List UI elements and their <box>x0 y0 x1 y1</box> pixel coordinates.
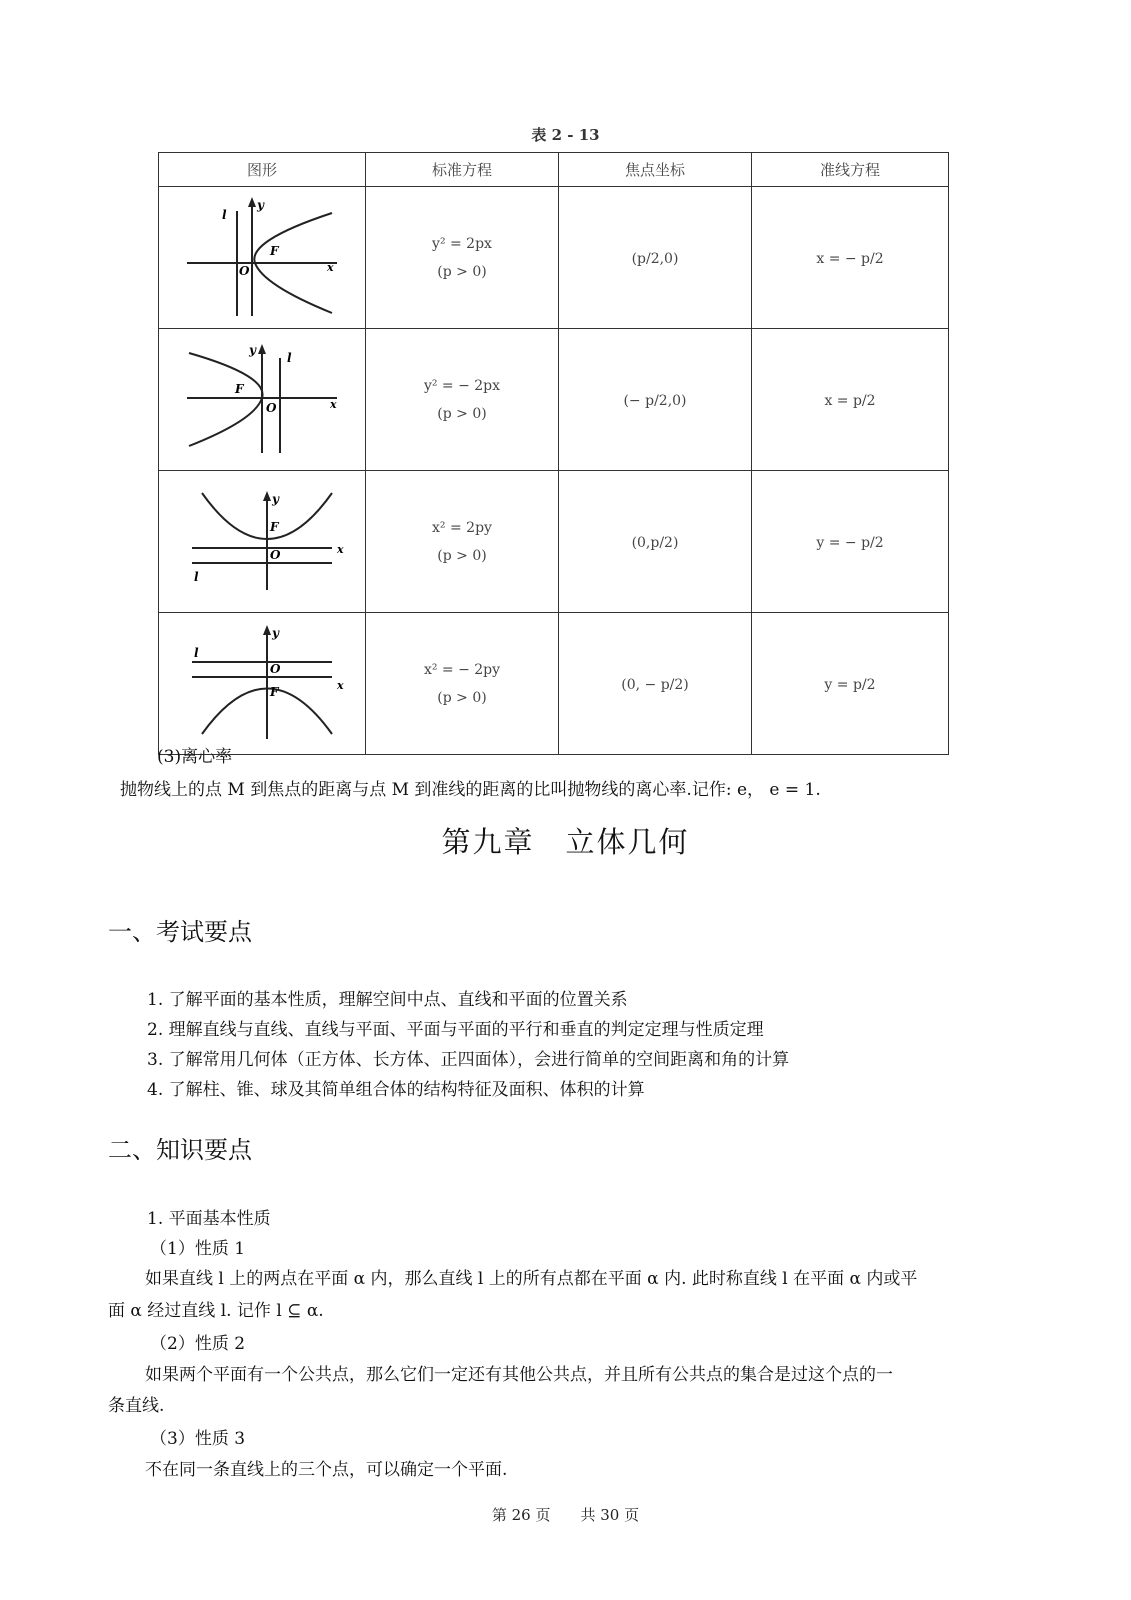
y-axis-arrow <box>258 344 266 354</box>
graph-cell <box>159 471 366 613</box>
property-3-line1: 不在同一条直线上的三个点，可以确定一个平面. <box>145 1460 508 1480</box>
o-label: O <box>266 400 277 415</box>
parabola-left-graph <box>177 338 347 458</box>
f-label: F <box>235 381 244 396</box>
equation: y² = 2px <box>432 235 492 252</box>
directrix-cell <box>752 613 949 755</box>
y-axis-arrow <box>263 625 271 635</box>
property-2-line2: 条直线. <box>108 1396 165 1416</box>
table-caption: 表 2 - 13 <box>531 126 600 144</box>
o-label: O <box>270 547 281 562</box>
directrix-value: x = − p/2 <box>816 251 884 267</box>
directrix-value: y = p/2 <box>824 677 876 693</box>
header-focus: 焦点坐标 <box>559 153 752 187</box>
property-1-line2: 面 α 经过直线 l. 记作 l ⊆ α. <box>108 1301 324 1321</box>
equation-cell <box>366 187 559 329</box>
table-row <box>159 187 949 329</box>
focus-value: (p/2,0) <box>631 251 679 267</box>
equation: x² = − 2py <box>423 661 501 678</box>
equation-cell <box>366 613 559 755</box>
graph-cell <box>159 329 366 471</box>
f-label: F <box>270 243 279 258</box>
focus-cell <box>559 471 752 613</box>
x-label: x <box>337 542 344 556</box>
directrix-cell <box>752 329 949 471</box>
y-label: y <box>272 626 279 640</box>
page-footer: 第 26 页 共 30 页 <box>491 1506 640 1524</box>
chapter-title: 第九章 立体几何 <box>441 825 690 859</box>
list-item: 2. 理解直线与直线、直线与平面、平面与平面的平行和垂直的判定定理与性质定理 <box>147 1020 764 1040</box>
parabola-curve <box>189 353 263 446</box>
list-item: 1. 了解平面的基本性质，理解空间中点、直线和平面的位置关系 <box>147 990 628 1010</box>
property-1-line1: 如果直线 l 上的两点在平面 α 内，那么直线 l 上的所有点都在平面 α 内. 此时称直线 l 在平面 α 内或平 <box>145 1269 918 1289</box>
l-label: l <box>194 569 199 584</box>
focus-cell <box>559 329 752 471</box>
eccentricity-title: (3)离心率 <box>157 747 233 767</box>
section-1-title: 一、考试要点 <box>108 918 252 946</box>
property-2-line1: 如果两个平面有一个公共点，那么它们一定还有其他公共点，并且所有公共点的集合是过这个点的一 <box>145 1365 893 1385</box>
equation: y² = − 2px <box>423 377 501 394</box>
condition: (p > 0) <box>437 689 487 706</box>
section-2-title: 二、知识要点 <box>108 1136 252 1164</box>
y-label: y <box>272 491 279 506</box>
o-label: O <box>270 662 281 676</box>
subsection-title: 1. 平面基本性质 <box>147 1209 271 1229</box>
list-item: 4. 了解柱、锥、球及其简单组合体的结构特征及面积、体积的计算 <box>147 1080 645 1100</box>
equation: x² = 2py <box>432 519 492 536</box>
condition: (p > 0) <box>437 263 487 280</box>
directrix-cell <box>752 471 949 613</box>
l-label: l <box>222 207 227 222</box>
x-label: x <box>327 260 334 274</box>
parabola-up-graph <box>172 485 352 595</box>
condition: (p > 0) <box>437 547 487 564</box>
eccentricity-text: 抛物线上的点 M 到焦点的距离与点 M 到准线的距离的比叫抛物线的离心率.记作: e， e = 1. <box>120 780 821 800</box>
equation-cell <box>366 329 559 471</box>
directrix-value: x = p/2 <box>824 393 876 409</box>
y-label: y <box>257 197 264 212</box>
y-label: y <box>249 342 256 357</box>
y-axis-arrow <box>263 491 271 501</box>
table-row <box>159 471 949 613</box>
focus-value: (0,p/2) <box>631 535 679 551</box>
table-row <box>159 329 949 471</box>
l-label: l <box>287 350 292 365</box>
directrix-cell <box>752 187 949 329</box>
y-axis-arrow <box>248 197 256 207</box>
property-3-title: （3）性质 3 <box>150 1429 246 1449</box>
parabola-down-graph <box>172 619 352 744</box>
property-2-title: （2）性质 2 <box>150 1334 246 1354</box>
focus-cell <box>559 613 752 755</box>
header-directrix: 准线方程 <box>752 153 949 187</box>
parabola-right-graph <box>177 191 347 321</box>
directrix-value: y = − p/2 <box>816 535 884 551</box>
table-header-row <box>159 153 949 187</box>
f-label: F <box>270 519 279 534</box>
graph-cell <box>159 187 366 329</box>
focus-value: (− p/2,0) <box>623 393 687 409</box>
property-1-title: （1）性质 1 <box>150 1239 246 1259</box>
table-row <box>159 613 949 755</box>
graph-cell <box>159 613 366 755</box>
x-label: x <box>337 679 344 692</box>
condition: (p > 0) <box>437 405 487 422</box>
header-graph: 图形 <box>159 153 366 187</box>
focus-cell <box>559 187 752 329</box>
x-label: x <box>330 397 337 411</box>
list-item: 3. 了解常用几何体（正方体、长方体、正四面体），会进行简单的空间距离和角的计算 <box>147 1050 790 1070</box>
header-equation: 标准方程 <box>366 153 559 187</box>
f-label: F <box>270 685 279 699</box>
focus-value: (0, − p/2) <box>621 677 689 693</box>
o-label: O <box>239 263 250 278</box>
parabola-table <box>158 152 949 755</box>
equation-cell <box>366 471 559 613</box>
l-label: l <box>194 646 199 660</box>
